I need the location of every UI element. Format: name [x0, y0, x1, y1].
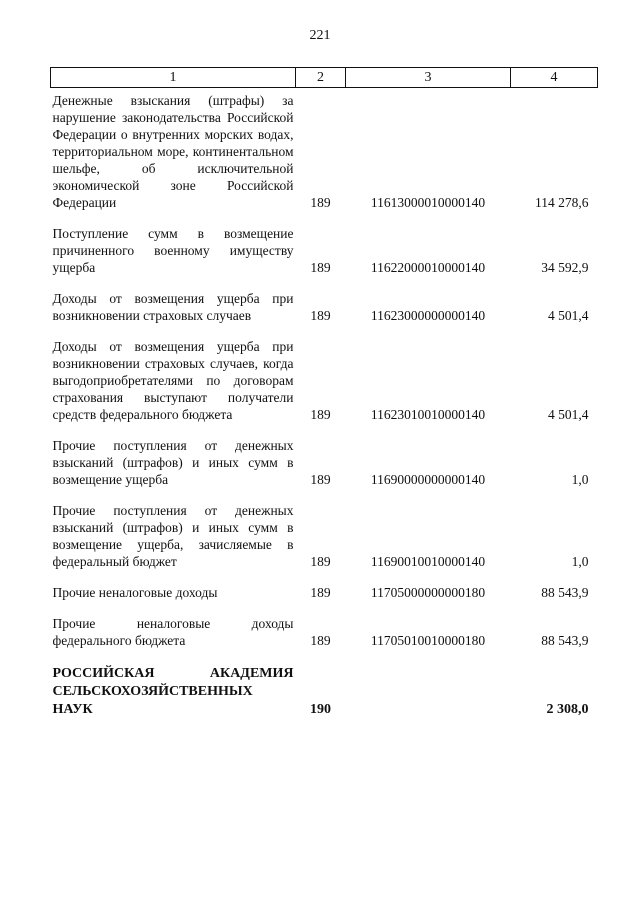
amount: 88 543,9: [541, 633, 589, 648]
revenue-code: 11623010010000140: [370, 407, 486, 422]
table-row: [51, 338, 598, 437]
total-amount: 2 308,0: [546, 702, 589, 717]
chapter-code: 189: [310, 554, 331, 569]
revenue-name: Поступление сумм в возмещение причиненного военному имуществу ущерба: [52, 226, 294, 275]
chapter-code: 189: [310, 195, 331, 210]
revenue-code: 11622000010000140: [370, 260, 486, 275]
revenue-code: 11705010010000180: [370, 633, 486, 648]
chapter-code: 189: [310, 407, 331, 422]
organization-name: РОССИЙСКАЯ АКАДЕМИЯ СЕЛЬСКОХОЗЯЙСТВЕННЫХ НАУК: [52, 666, 294, 717]
amount: 1,0: [571, 554, 589, 569]
revenue-name: Прочие неналоговые доходы: [52, 585, 218, 600]
table-row: [51, 584, 598, 615]
revenue-code: 11623000000000140: [370, 308, 486, 323]
amount: 114 278,6: [535, 195, 589, 210]
chapter-code: 189: [310, 472, 331, 487]
chapter-code: 189: [310, 260, 331, 275]
column-header-3: 3: [346, 68, 511, 88]
revenue-name: Денежные взыскания (штрафы) за нарушение законодательства Российской Федерации о внутренних морских водах, территориальном море, континентальном шельфе, об исключительной экономической зоне Российской Федерации: [52, 93, 294, 210]
column-header-1: 1: [51, 68, 296, 88]
table-row: [51, 615, 598, 663]
revenue-name: Доходы от возмещения ущерба при возникновении страховых случаев: [52, 291, 294, 323]
amount: 4 501,4: [548, 308, 589, 323]
amount: 88 543,9: [541, 585, 589, 600]
revenue-name: Доходы от возмещения ущерба при возникновении страховых случаев, когда выгодоприобретателями по договорам страхования выступают получатели средств федерального бюджета: [52, 339, 294, 422]
revenue-code: 11705000000000180: [370, 585, 486, 600]
revenue-code: 11613000010000140: [370, 195, 486, 210]
revenue-code: 11690010010000140: [370, 554, 486, 569]
table-row: [51, 437, 598, 502]
budget-revenue-table: [50, 67, 598, 719]
revenue-name: Прочие поступления от денежных взысканий (штрафов) и иных сумм в возмещение ущерба: [52, 438, 294, 487]
amount: 4 501,4: [548, 407, 589, 422]
revenue-code: [346, 663, 511, 719]
column-header-4: 4: [511, 68, 598, 88]
total-row: [51, 663, 598, 719]
page-number: 221: [309, 28, 331, 43]
table-row: [51, 502, 598, 584]
chapter-code: 189: [310, 633, 331, 648]
chapter-code: 189: [310, 585, 331, 600]
revenue-code: 11690000000000140: [370, 472, 486, 487]
chapter-code: 189: [310, 308, 331, 323]
revenue-name: Прочие поступления от денежных взысканий (штрафов) и иных сумм в возмещение ущерба, зачисляемые в федеральный бюджет: [52, 503, 294, 569]
amount: 34 592,9: [541, 260, 589, 275]
table-row: [51, 88, 598, 226]
column-header-2: 2: [296, 68, 346, 88]
table-row: [51, 290, 598, 338]
table-row: [51, 225, 598, 290]
chapter-code: 190: [310, 702, 331, 717]
revenue-name: Прочие неналоговые доходы федерального бюджета: [52, 616, 294, 648]
amount: 1,0: [571, 472, 589, 487]
table-header-row: [51, 68, 598, 88]
